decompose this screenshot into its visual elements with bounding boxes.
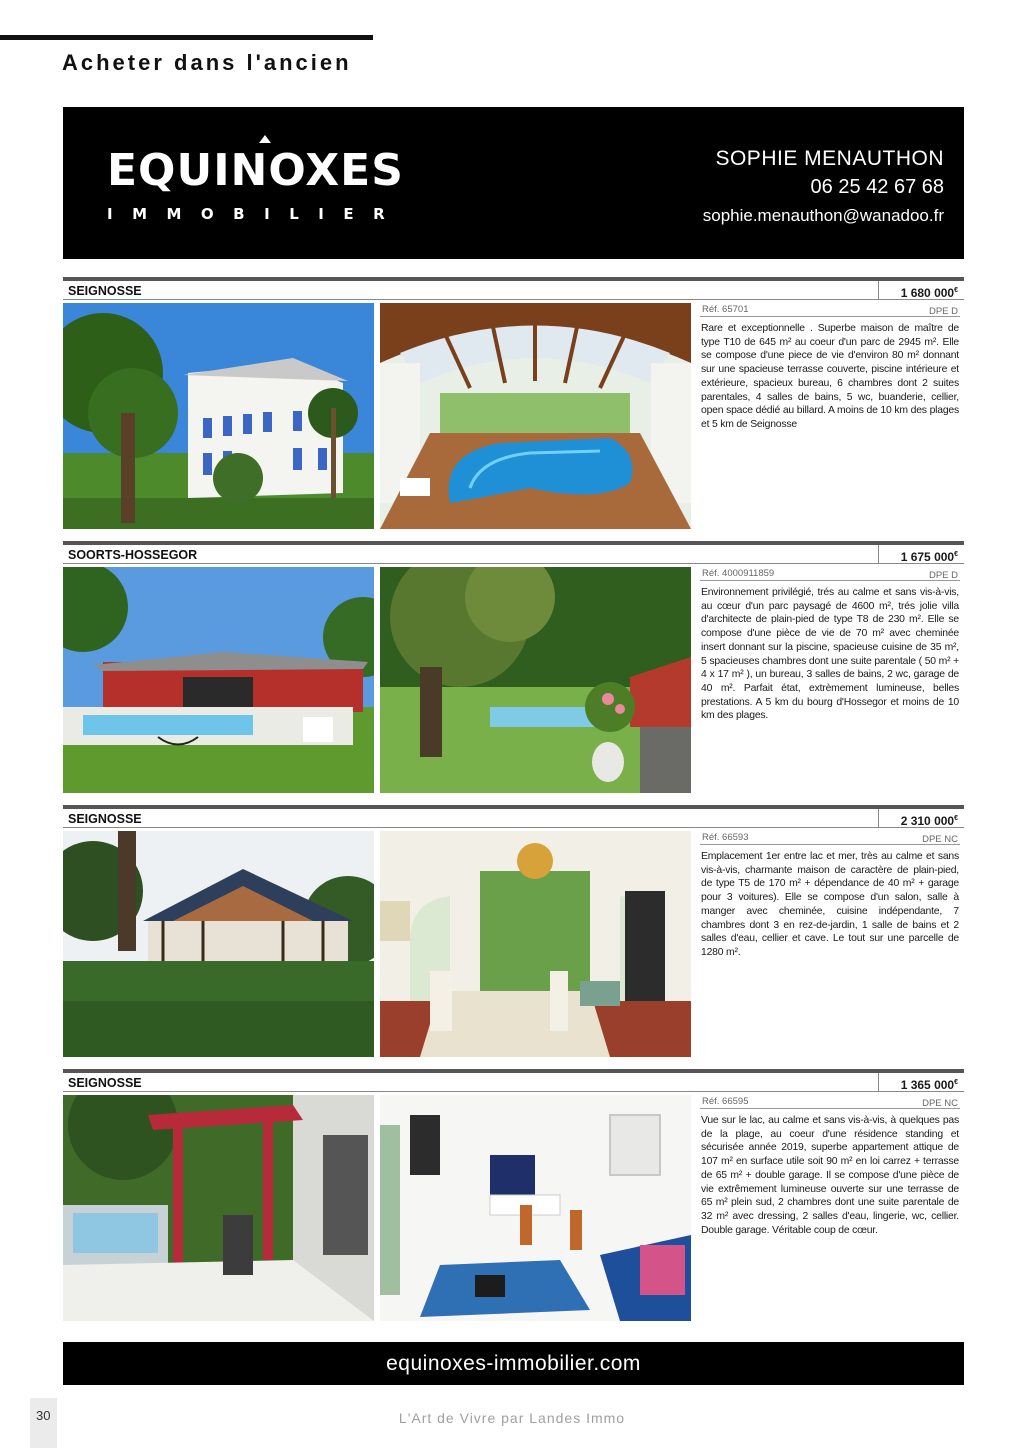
listing-ref: Réf. 65701 — [702, 304, 749, 315]
listing-header — [63, 281, 964, 300]
logo-wordmark: EQUINOXES — [107, 145, 404, 196]
listing-city: SEIGNOSSE — [68, 812, 142, 826]
listing-card — [63, 277, 964, 533]
listing-ref: Réf. 66593 — [702, 832, 749, 843]
listing-meta — [700, 304, 960, 317]
listing-photo-garden[interactable] — [380, 567, 691, 793]
listing-city: SEIGNOSSE — [68, 284, 142, 298]
listing-header — [63, 545, 964, 564]
logo-diamond-icon — [259, 135, 271, 143]
magazine-name: L'Art de Vivre par Landes Immo — [398, 1410, 626, 1426]
listing-photo-exterior[interactable] — [63, 831, 374, 1057]
page-number: 30 — [36, 1408, 51, 1423]
listing-photo-exterior[interactable] — [63, 303, 374, 529]
listing-price: 1 680 000€ — [878, 281, 964, 299]
footer-banner — [63, 1342, 964, 1385]
listing-dpe: DPE D — [928, 306, 958, 317]
listing-city: SOORTS-HOSSEGOR — [68, 548, 198, 562]
listing-header — [63, 809, 964, 828]
listing-ref: Réf. 66595 — [702, 1096, 749, 1107]
listing-meta — [700, 1096, 960, 1109]
listing-header — [63, 1073, 964, 1092]
agency-logo — [107, 135, 405, 225]
listing-description: Vue sur le lac, au calme et sans vis-à-vis, à quelques pas de la plage, au coeur d'une résidence standing et sécurisée année 2019, superbe appartement attique de 107 m² en surface utile soit 90 m² en loi carrez + terrasse de 65 m² + double garage. Il se compose d'une pièce de vie extrêmement lumineuse ouverte sur une terrasse de 65 m² plein sud, 2 chambres dont une suite parentale de 32 m² avec dressing, 2 salles d'eau, lingerie, wc, cellier. Double garage. Véritable coup de cœur. — [701, 1115, 959, 1236]
page-title: Acheter dans l'ancien — [62, 50, 352, 75]
listing-photo-indoor-pool[interactable] — [380, 303, 691, 529]
listing-card — [63, 1069, 964, 1325]
listing-photo-terrace[interactable] — [63, 1095, 374, 1321]
listing-dpe: DPE NC — [922, 834, 958, 845]
logo-subtitle: IMMOBILIER — [107, 205, 405, 223]
listing-card — [63, 805, 964, 1061]
contact-phone[interactable]: 06 25 42 67 68 — [810, 176, 944, 198]
listing-description: Emplacement 1er entre lac et mer, très au calme et sans vis-à-vis, charmante maison de caractère de plain-pied, de type T5 de 170 m² + dépendance de 40 m² + garage pour 3 voitures). Elle se compose d'un salon, salle à manger avec cheminée, cuisine indépendante, 7 chambres dont 3 en rez-de-jardin, 1 salle de bains et 2 salles d'eau, cellier et cave. Le tout sur une parcelle de 1280 m². — [701, 851, 959, 958]
contact-email[interactable]: sophie.menauthon@wanadoo.fr — [702, 206, 944, 225]
contact-name: SOPHIE MENAUTHON — [715, 147, 944, 170]
listing-photo-exterior[interactable] — [63, 567, 374, 793]
top-rule — [0, 35, 373, 40]
listing-price: 1 675 000€ — [878, 545, 964, 563]
listing-card — [63, 541, 964, 797]
agency-banner — [63, 107, 964, 259]
listing-photo-living-room[interactable] — [380, 1095, 691, 1321]
listing-description: Environnement privilégié, trés au calme et sans vis-à-vis, au cœur d'un parc paysagé de 4600 m², trés jolie villa d'architecte de plain-pied de type T8 de 230 m². Elle se compose d'une pièce de vie de 70 m² avec cheminée insert donnant sur la piscine, spacieuse cuisine de 35 m², 5 spacieuses chambres dont une suite parentale ( 50 m² + 4 x 17 m² ), un bureau, 3 salles de bains, 2 wc, garage de 40 m². Parfait état, extrèmement lumineuse, belles prestations. A 5 km du bourg d'Hossegor et moins de 10 km des plages. — [701, 587, 959, 722]
listing-ref: Réf. 4000911859 — [702, 568, 775, 579]
listing-meta — [700, 568, 960, 581]
listing-dpe: DPE D — [928, 570, 958, 581]
listing-description: Rare et exceptionnelle . Superbe maison de maître de type T10 de 645 m² au coeur d'un parc de 2945 m². Elle se compose d'une piece de vie d'environ 80 m² donnant sur une spacieuse terrasse couverte, piscine intérieure et extérieure, spacieux bureau, 6 chambres dont 2 suites parentales, 4 salles de bains, 5 wc, buanderie, cellier, open space dédié au billard. A moins de 10 km des plages et 5 km de Seignosse — [701, 323, 959, 430]
listing-dpe: DPE NC — [922, 1098, 958, 1109]
website-link[interactable]: equinoxes-immobilier.com — [386, 1352, 641, 1375]
listing-price: 2 310 000€ — [878, 809, 964, 827]
listing-city: SEIGNOSSE — [68, 1076, 142, 1090]
contact-block — [703, 145, 944, 231]
listing-price: 1 365 000€ — [878, 1073, 964, 1091]
listing-meta — [700, 832, 960, 845]
listing-photo-dining-room[interactable] — [380, 831, 691, 1057]
